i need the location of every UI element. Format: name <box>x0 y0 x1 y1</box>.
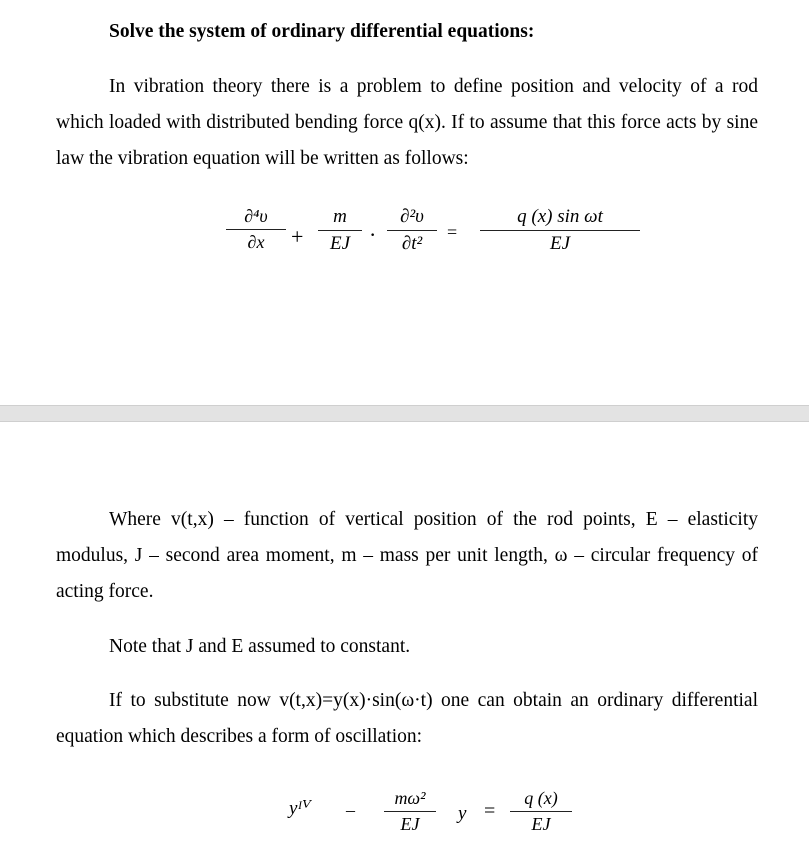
force-denominator: EJ <box>549 233 571 254</box>
frequency-denominator: EJ <box>400 814 420 834</box>
definitions-paragraph: Where v(t,x) – function of vertical position of the rod points, E – elasticity modulus, J – second area moment, m – mass per unit length, ω – circular frequency of acting force. <box>56 509 758 602</box>
frequency-numerator: mω² <box>394 788 426 808</box>
load-ratio-term <box>510 788 572 835</box>
equals-sign-2: = <box>484 800 496 822</box>
y-variable: y <box>458 803 467 824</box>
fourth-derivative-numerator: ∂⁴υ <box>244 206 268 226</box>
fraction-bar <box>480 230 640 231</box>
fourth-derivative-y: yᴵⱽ <box>289 798 312 819</box>
fraction-bar <box>226 229 286 230</box>
multiplication-dot: · <box>369 222 377 247</box>
equals-sign: = <box>447 222 458 242</box>
document-page-2 <box>0 422 809 851</box>
mass-numerator: m <box>333 206 347 227</box>
force-numerator: q (x) sin ωt <box>517 206 603 227</box>
fraction-bar <box>510 811 572 812</box>
second-derivative-numerator: ∂²υ <box>400 206 424 227</box>
second-time-derivative-term <box>387 206 437 255</box>
force-term <box>480 206 640 255</box>
plus-sign: + <box>291 224 304 249</box>
load-denominator: EJ <box>531 814 551 834</box>
load-numerator: q (x) <box>524 788 558 808</box>
minus-sign: – <box>346 800 355 820</box>
document-page-1 <box>0 0 809 405</box>
constants-note: Note that J and E assumed to constant. <box>109 636 411 657</box>
substitution-paragraph: If to substitute now v(t,x)=y(x)·sin(ω·t) one can obtain an ordinary differential equation which describes a form of oscillation: <box>56 690 758 747</box>
fraction-bar <box>387 230 437 231</box>
fourth-derivative-denominator: ∂x <box>247 232 265 252</box>
mass-denominator: EJ <box>329 233 351 254</box>
fraction-bar <box>318 230 362 231</box>
mass-ratio-term <box>318 206 362 255</box>
fraction-bar <box>384 811 436 812</box>
frequency-ratio-term <box>384 788 436 835</box>
intro-paragraph: In vibration theory there is a problem to define position and velocity of a rod which loaded with distributed bending force q(x). If to assume that this force acts by sine law the vibration equation will be written as follows: <box>56 76 758 169</box>
fourth-derivative-term <box>226 206 286 253</box>
task-heading: Solve the system of ordinary differential equations: <box>109 21 535 42</box>
second-derivative-denominator: ∂t² <box>401 233 423 254</box>
page-separator <box>0 405 809 422</box>
